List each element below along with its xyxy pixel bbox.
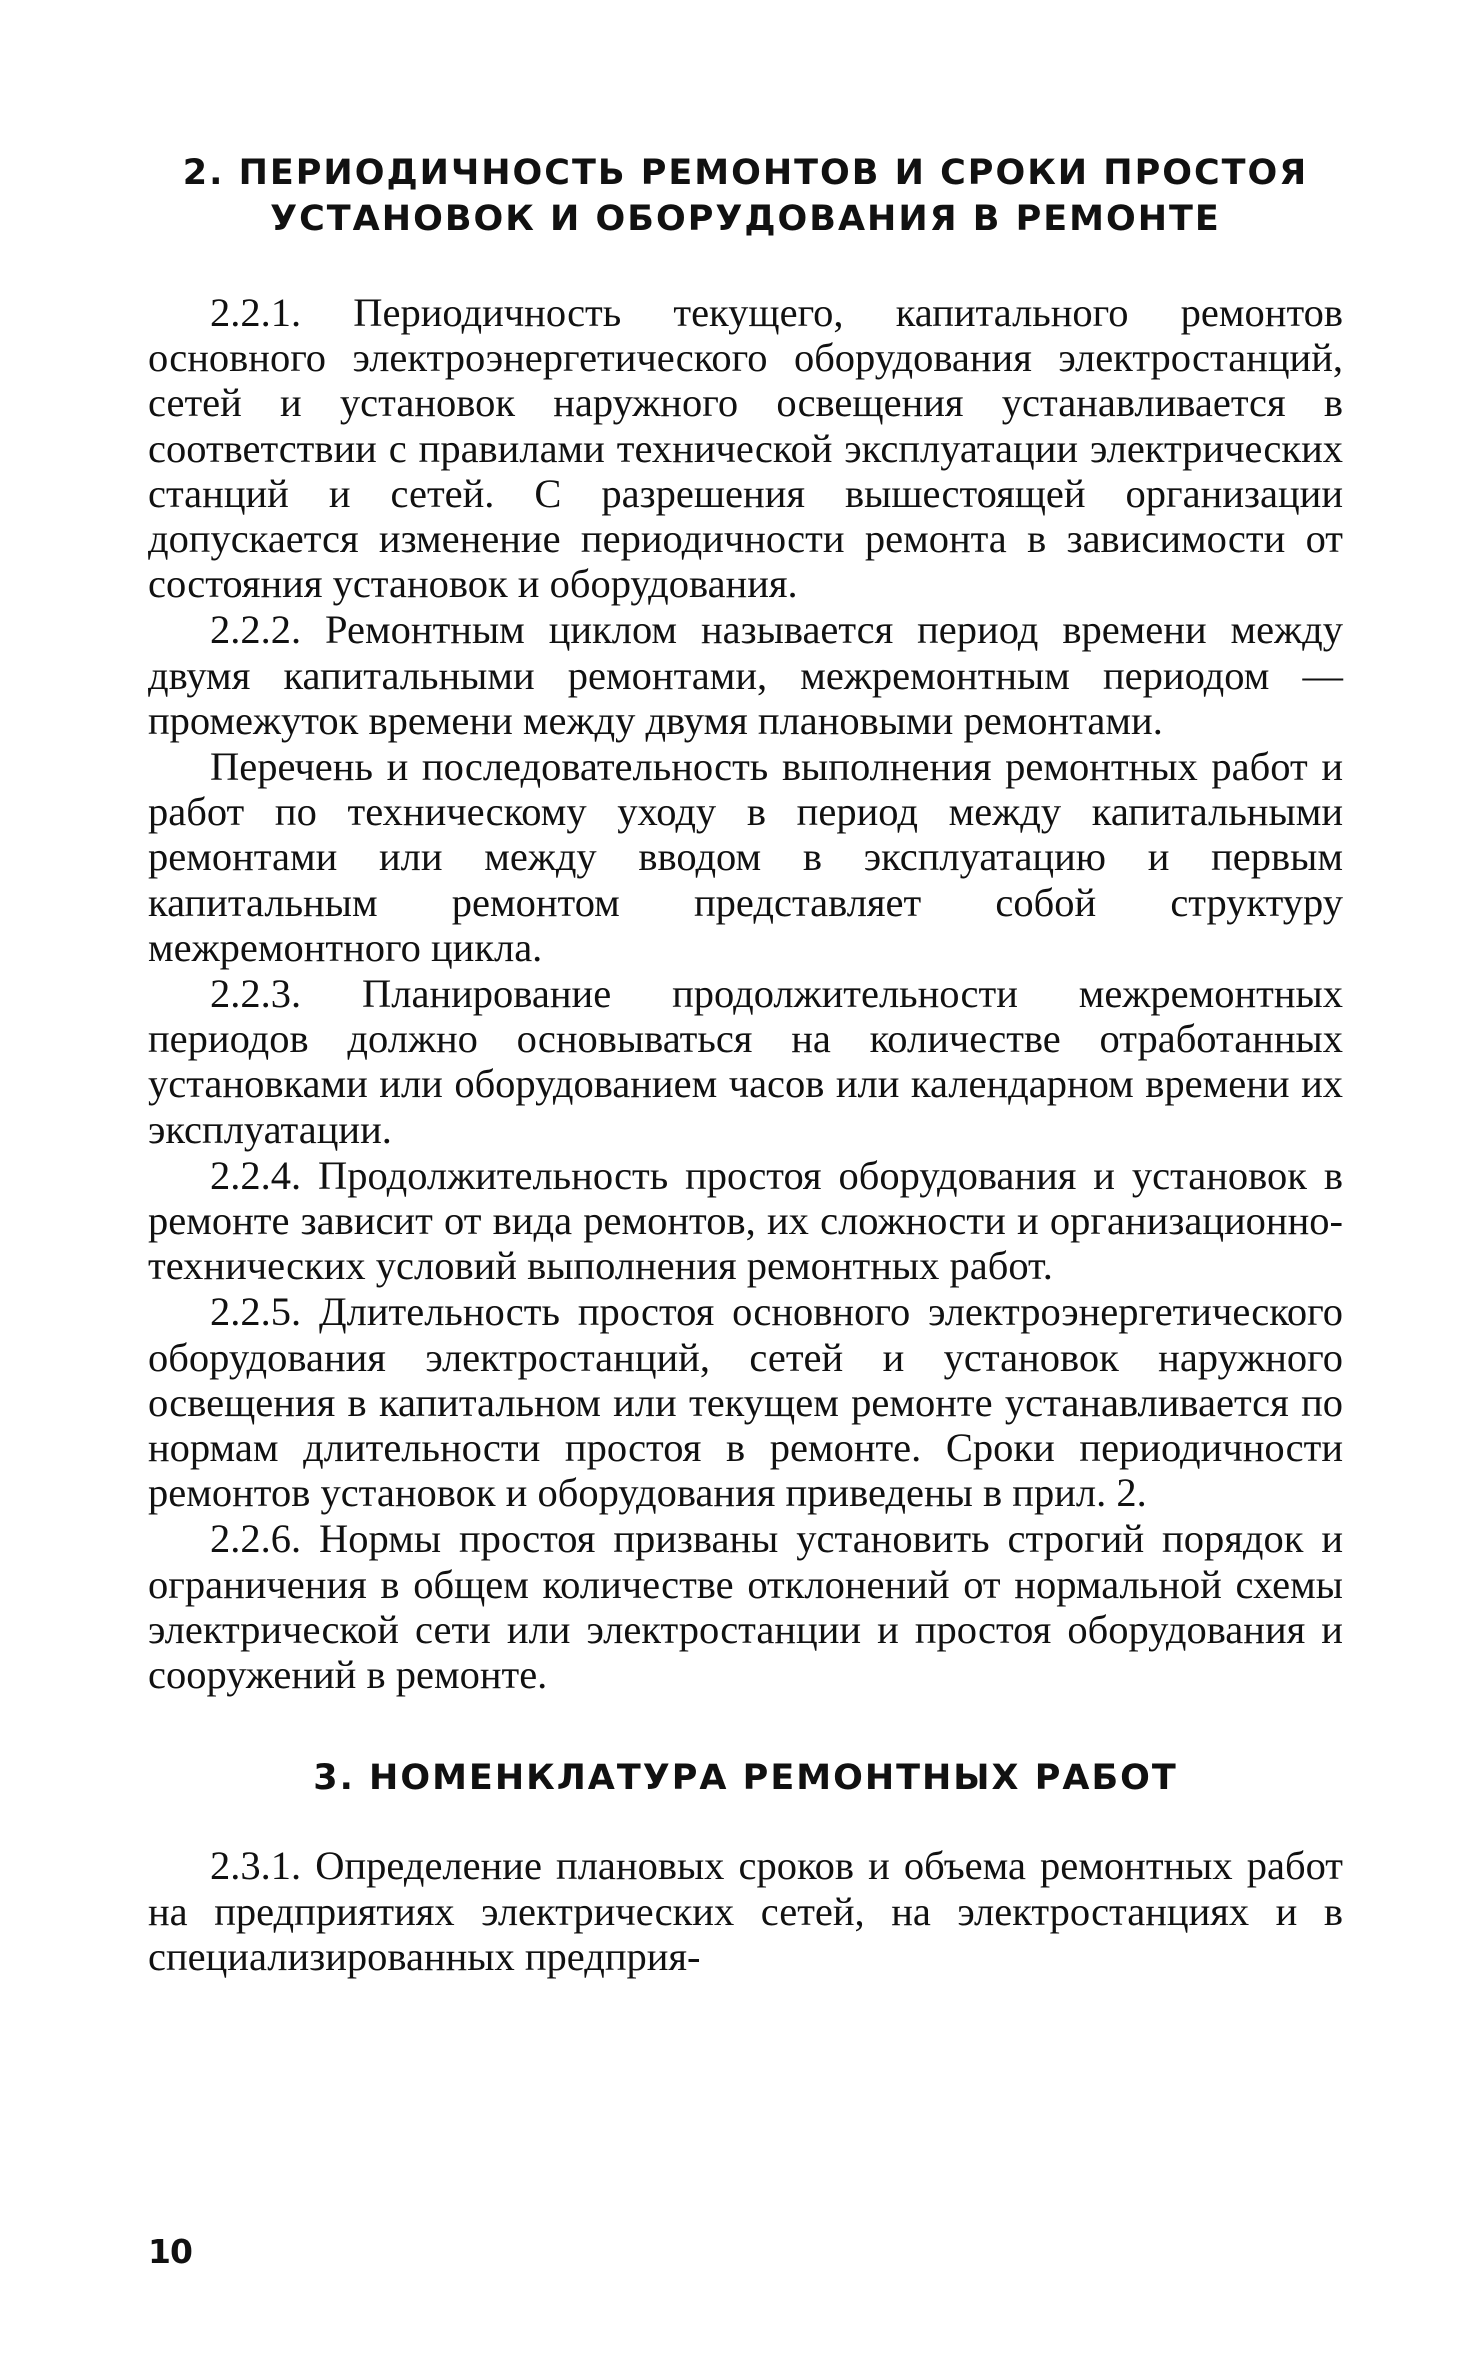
paragraph-repair-cycle-structure: Перечень и последовательность выполнения ремонтных работ и работ по техническому уходу в период между капитальными ремонтами или между вводом в эксплуатацию и первым капитальным ремонтом представляет собой структуру межремонтного цикла. — [148, 744, 1343, 970]
paragraph-2-2-4: 2.2.4. Продолжительность простоя оборудования и установок в ремонте зависит от вида ремонтов, их сложности и организационно-технических условий выполнения ремонтных работ. — [148, 1152, 1343, 1289]
section-2-heading — [148, 150, 1343, 242]
section-3-heading: 3. НОМЕНКЛАТУРА РЕМОНТНЫХ РАБОТ — [313, 1758, 1178, 1799]
paragraph-2-2-5: 2.2.5. Длительность простоя основного электроэнергетического оборудования электростанций, сетей и установок наружного освещения в капитальном или текущем ремонте устанавливается по нормам длительности простоя в ремонте. Сроки периодичности ремонтов установок и оборудования приведены в прил. 2. — [148, 1289, 1343, 1516]
paragraph-2-3-1: 2.3.1. Определение плановых сроков и объема ремонтных работ на предприятиях электрических сетей, на электростанциях и в специализированных предприя- — [148, 1843, 1343, 1979]
section-2-body — [148, 290, 1343, 1697]
paragraph-2-2-1: 2.2.1. Периодичность текущего, капитального ремонтов основного электроэнергетического оборудования электростанций, сетей и установок наружного освещения устанавливается в соответствии с правилами технической эксплуатации электрических станций и сетей. С разрешения вышестоящей организации допускается изменение периодичности ремонта в зависимости от состояния установок и оборудования. — [148, 290, 1343, 607]
paragraph-2-2-2: 2.2.2. Ремонтным циклом называется период времени между двумя капитальными ремонтами, межремонтным периодом — промежуток времени между двумя плановыми ремонтами. — [148, 607, 1343, 743]
paragraph-2-2-6: 2.2.6. Нормы простоя призваны установить строгий порядок и ограничения в общем количестве отклонений от нормальной схемы электрической сети или электростанции и простоя оборудования и сооружений в ремонте. — [148, 1516, 1343, 1698]
paragraph-2-2-3: 2.2.3. Планирование продолжительности межремонтных периодов должно основываться на количестве отработанных установками или оборудованием часов или календарном времени их эксплуатации. — [148, 971, 1343, 1152]
section-3-body — [148, 1843, 1343, 1979]
section-2-heading-line-1: 2. ПЕРИОДИЧНОСТЬ РЕМОНТОВ И СРОКИ ПРОСТОЯ — [182, 153, 1309, 193]
document-page — [148, 150, 1343, 1979]
page-number: 10 — [148, 2232, 192, 2271]
section-2-heading-line-2: УСТАНОВОК И ОБОРУДОВАНИЯ В РЕМОНТЕ — [270, 199, 1221, 239]
